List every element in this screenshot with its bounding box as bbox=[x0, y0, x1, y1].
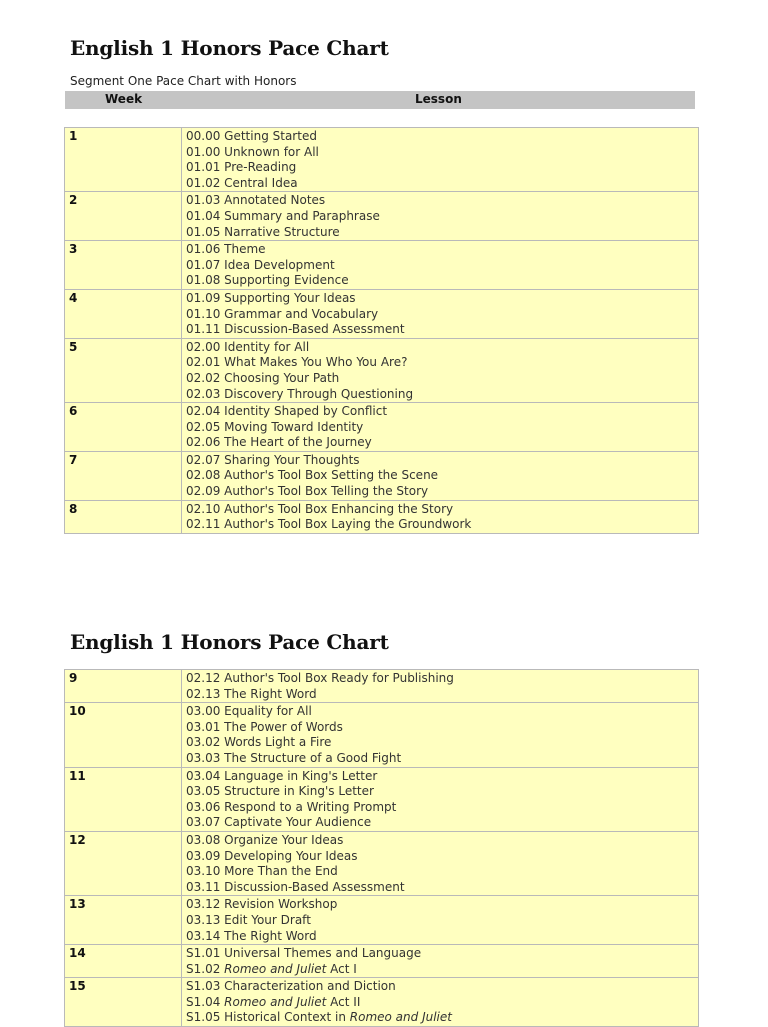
lesson-text: 02.13 The Right Word bbox=[186, 686, 317, 701]
table-row bbox=[65, 128, 699, 192]
lesson-text: 03.11 Discussion-Based Assessment bbox=[186, 879, 405, 894]
lesson-column-header: Lesson bbox=[415, 92, 462, 106]
week-cell: 10 bbox=[65, 703, 182, 767]
lesson-item bbox=[186, 484, 694, 500]
table-row bbox=[65, 500, 699, 533]
table-row bbox=[65, 338, 699, 402]
lesson-cell bbox=[182, 945, 699, 978]
lesson-item bbox=[186, 129, 694, 145]
lesson-cell bbox=[182, 670, 699, 703]
table-row bbox=[65, 703, 699, 767]
lesson-item bbox=[186, 946, 694, 962]
lesson-item bbox=[186, 880, 694, 896]
lesson-text: 03.03 The Structure of a Good Fight bbox=[186, 750, 402, 765]
lesson-text: 02.00 Identity for All bbox=[186, 339, 310, 354]
lesson-cell bbox=[182, 128, 699, 192]
table-row bbox=[65, 289, 699, 338]
lesson-text: 03.09 Developing Your Ideas bbox=[186, 848, 358, 863]
lesson-text: 03.05 Structure in King's Letter bbox=[186, 784, 374, 799]
lesson-text: 02.10 Author's Tool Box Enhancing the Story bbox=[186, 501, 454, 516]
lesson-item bbox=[186, 769, 694, 785]
lesson-item bbox=[186, 913, 694, 929]
week-cell: 14 bbox=[65, 945, 182, 978]
lesson-item bbox=[186, 420, 694, 436]
lesson-text: Act I bbox=[326, 961, 357, 976]
lesson-cell bbox=[182, 289, 699, 338]
lesson-text: 03.00 Equality for All bbox=[186, 704, 312, 719]
week-cell: 2 bbox=[65, 192, 182, 241]
lesson-item bbox=[186, 720, 694, 736]
page-1-title: English 1 Honors Pace Chart bbox=[70, 36, 389, 60]
lesson-item bbox=[186, 453, 694, 469]
lesson-item bbox=[186, 979, 694, 995]
lesson-text: 01.02 Central Idea bbox=[186, 175, 298, 190]
lesson-item bbox=[186, 784, 694, 800]
lesson-item bbox=[186, 929, 694, 945]
lesson-item bbox=[186, 176, 694, 192]
week-cell: 6 bbox=[65, 403, 182, 452]
week-cell: 11 bbox=[65, 767, 182, 831]
table-row bbox=[65, 403, 699, 452]
week-cell: 9 bbox=[65, 670, 182, 703]
lesson-text: 01.05 Narrative Structure bbox=[186, 224, 340, 239]
lesson-cell bbox=[182, 403, 699, 452]
lesson-item bbox=[186, 355, 694, 371]
lesson-cell bbox=[182, 241, 699, 290]
lesson-item bbox=[186, 864, 694, 880]
lesson-item bbox=[186, 517, 694, 533]
table-row bbox=[65, 767, 699, 831]
lesson-item bbox=[186, 897, 694, 913]
lesson-item bbox=[186, 800, 694, 816]
week-cell: 8 bbox=[65, 500, 182, 533]
table-row bbox=[65, 451, 699, 500]
lesson-text: 01.00 Unknown for All bbox=[186, 144, 319, 159]
lesson-item bbox=[186, 704, 694, 720]
lesson-item bbox=[186, 815, 694, 831]
lesson-text: 03.14 The Right Word bbox=[186, 928, 317, 943]
lesson-text: 01.06 Theme bbox=[186, 242, 266, 257]
week-cell: 7 bbox=[65, 451, 182, 500]
lesson-item bbox=[186, 273, 694, 289]
lesson-item bbox=[186, 502, 694, 518]
lesson-text: S1.02 bbox=[186, 961, 225, 976]
lesson-text: 03.06 Respond to a Writing Prompt bbox=[186, 799, 397, 814]
lesson-text: S1.04 bbox=[186, 994, 225, 1009]
lesson-text: 01.11 Discussion-Based Assessment bbox=[186, 322, 405, 337]
lesson-text: 01.10 Grammar and Vocabulary bbox=[186, 306, 379, 321]
lesson-cell bbox=[182, 831, 699, 895]
week-cell: 4 bbox=[65, 289, 182, 338]
lesson-text: 02.03 Discovery Through Questioning bbox=[186, 386, 414, 401]
lesson-item bbox=[186, 995, 694, 1011]
week-cell: 3 bbox=[65, 241, 182, 290]
week-cell: 5 bbox=[65, 338, 182, 402]
lesson-text: 03.10 More Than the End bbox=[186, 864, 338, 879]
lesson-cell bbox=[182, 896, 699, 945]
lesson-text: S1.01 Universal Themes and Language bbox=[186, 946, 422, 961]
lesson-text: 02.04 Identity Shaped by Conflict bbox=[186, 404, 388, 419]
lesson-text: 01.07 Idea Development bbox=[186, 257, 335, 272]
lesson-item bbox=[186, 671, 694, 687]
page-2-title: English 1 Honors Pace Chart bbox=[70, 630, 389, 654]
week-column-header: Week bbox=[105, 92, 143, 106]
table-row bbox=[65, 192, 699, 241]
lesson-item bbox=[186, 322, 694, 338]
lesson-text: 02.09 Author's Tool Box Telling the Story bbox=[186, 484, 429, 499]
table-header bbox=[65, 91, 695, 109]
lesson-item bbox=[186, 962, 694, 978]
lesson-text: 01.04 Summary and Paraphrase bbox=[186, 208, 380, 223]
lesson-title-italic: Romeo and Juliet bbox=[224, 994, 327, 1009]
lesson-item bbox=[186, 687, 694, 703]
lesson-item bbox=[186, 209, 694, 225]
lesson-cell bbox=[182, 192, 699, 241]
lesson-text: S1.05 Historical Context in bbox=[186, 1010, 350, 1025]
table-row bbox=[65, 978, 699, 1027]
pace-table-2 bbox=[64, 669, 699, 1027]
lesson-text: 02.12 Author's Tool Box Ready for Publishing bbox=[186, 671, 454, 685]
table-row bbox=[65, 945, 699, 978]
lesson-text: 02.06 The Heart of the Journey bbox=[186, 435, 372, 450]
lesson-title-italic: Romeo and Juliet bbox=[224, 961, 327, 976]
lesson-item bbox=[186, 468, 694, 484]
lesson-title-italic: Romeo and Juliet bbox=[349, 1010, 452, 1025]
lesson-text: 03.02 Words Light a Fire bbox=[186, 735, 332, 750]
lesson-text: 02.02 Choosing Your Path bbox=[186, 370, 340, 385]
lesson-text: Act II bbox=[326, 994, 361, 1009]
lesson-text: 03.07 Captivate Your Audience bbox=[186, 815, 372, 830]
lesson-cell bbox=[182, 703, 699, 767]
lesson-item bbox=[186, 242, 694, 258]
week-cell: 15 bbox=[65, 978, 182, 1027]
lesson-text: 00.00 Getting Started bbox=[186, 129, 317, 143]
lesson-cell bbox=[182, 767, 699, 831]
table-row bbox=[65, 896, 699, 945]
lesson-text: 01.03 Annotated Notes bbox=[186, 193, 326, 208]
lesson-item bbox=[186, 258, 694, 274]
lesson-cell bbox=[182, 978, 699, 1027]
lesson-item bbox=[186, 291, 694, 307]
lesson-item bbox=[186, 193, 694, 209]
pace-table-1 bbox=[64, 127, 699, 534]
lesson-cell bbox=[182, 338, 699, 402]
lesson-text: 03.08 Organize Your Ideas bbox=[186, 832, 344, 847]
lesson-item bbox=[186, 371, 694, 387]
lesson-item bbox=[186, 145, 694, 161]
lesson-text: S1.03 Characterization and Diction bbox=[186, 979, 396, 994]
lesson-item bbox=[186, 735, 694, 751]
lesson-item bbox=[186, 387, 694, 403]
lesson-item bbox=[186, 160, 694, 176]
table-row bbox=[65, 831, 699, 895]
week-cell: 13 bbox=[65, 896, 182, 945]
lesson-cell bbox=[182, 500, 699, 533]
page-1-subtitle: Segment One Pace Chart with Honors bbox=[70, 74, 297, 88]
lesson-item bbox=[186, 307, 694, 323]
lesson-item bbox=[186, 833, 694, 849]
lesson-cell bbox=[182, 451, 699, 500]
lesson-item bbox=[186, 340, 694, 356]
lesson-item bbox=[186, 435, 694, 451]
lesson-text: 02.01 What Makes You Who You Are? bbox=[186, 355, 408, 370]
table-row bbox=[65, 670, 699, 703]
lesson-text: 02.08 Author's Tool Box Setting the Scene bbox=[186, 468, 439, 483]
lesson-text: 02.05 Moving Toward Identity bbox=[186, 419, 364, 434]
lesson-text: 03.04 Language in King's Letter bbox=[186, 768, 378, 783]
lesson-item bbox=[186, 751, 694, 767]
lesson-text: 03.01 The Power of Words bbox=[186, 719, 343, 734]
lesson-text: 01.09 Supporting Your Ideas bbox=[186, 290, 356, 305]
lesson-text: 03.12 Revision Workshop bbox=[186, 897, 338, 912]
lesson-text: 01.08 Supporting Evidence bbox=[186, 273, 349, 288]
lesson-text: 01.01 Pre-Reading bbox=[186, 160, 297, 175]
lesson-item bbox=[186, 849, 694, 865]
lesson-text: 02.11 Author's Tool Box Laying the Groundwork bbox=[186, 517, 472, 532]
lesson-text: 03.13 Edit Your Draft bbox=[186, 912, 311, 927]
lesson-item bbox=[186, 225, 694, 241]
week-cell: 12 bbox=[65, 831, 182, 895]
week-cell: 1 bbox=[65, 128, 182, 192]
lesson-text: 02.07 Sharing Your Thoughts bbox=[186, 452, 360, 467]
table-row bbox=[65, 241, 699, 290]
lesson-item bbox=[186, 404, 694, 420]
